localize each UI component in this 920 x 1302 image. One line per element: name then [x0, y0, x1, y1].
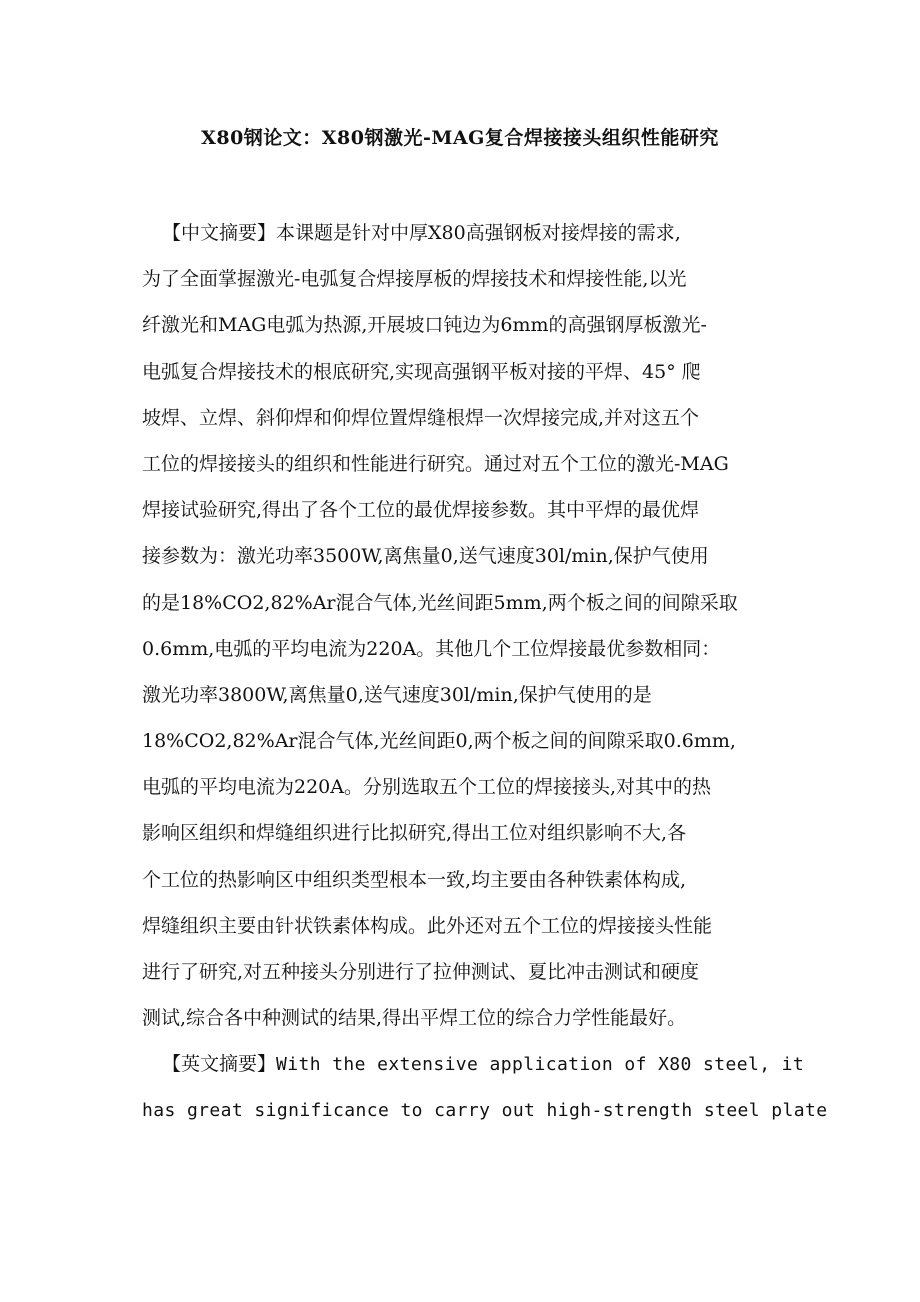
cn-abstract-line: 焊接试验研究,得出了各个工位的最优焊接参数。其中平焊的最优焊	[142, 499, 700, 522]
cn-abstract-line	[142, 210, 842, 256]
cn-abstract-line: 焊缝组织主要由针状铁素体构成。此外还对五个工位的焊接接头性能	[142, 914, 713, 937]
cn-abstract-line: 18%CO2,82%Ar混合气体,光丝间距0,两个板之间的间隙采取0.6mm,	[142, 730, 736, 753]
en-abstract-text: With the extensive application of X80 steel, it	[276, 1054, 805, 1076]
cn-abstract-line: 0.6mm,电弧的平均电流为220A。其他几个工位焊接最优参数相同：	[142, 637, 721, 660]
cn-abstract-line: 接参数为：激光功率3500W,离焦量0,送气速度30l/min,保护气使用	[142, 545, 709, 568]
cn-abstract-line: 电弧复合焊接技术的根底研究,实现高强钢平板对接的平焊、45° 爬	[142, 360, 701, 383]
cn-abstract-line: 坡焊、立焊、斜仰焊和仰焊位置焊缝根焊一次焊接完成,并对这五个	[142, 406, 700, 429]
cn-abstract-text: 本课题是针对中厚X80高强钢板对接焊接的需求,	[276, 222, 681, 244]
cn-abstract-line: 个工位的热影响区中组织类型根本一致,均主要由各种铁素体构成,	[142, 868, 687, 891]
document-title: X80钢论文：X80钢激光-MAG复合焊接接头组织性能研究	[201, 127, 719, 149]
cn-abstract-line: 影响区组织和焊缝组织进行比拟研究,得出工位对组织影响不大,各	[142, 822, 687, 845]
en-abstract-line: has great significance to carry out high-strength steel plate	[142, 1099, 828, 1121]
abstract-body	[142, 210, 842, 1134]
cn-abstract-line: 测试,综合各中种测试的结果,得出平焊工位的综合力学性能最好。	[142, 1007, 687, 1030]
en-abstract-line	[142, 1041, 842, 1087]
cn-abstract-line: 为了全面掌握激光-电弧复合焊接厚板的焊接技术和焊接性能,以光	[142, 268, 687, 291]
cn-abstract-label: 【中文摘要】	[162, 222, 277, 244]
cn-abstract-line: 工位的焊接接头的组织和性能进行研究。通过对五个工位的激光-MAG	[142, 452, 729, 475]
cn-abstract-line: 激光功率3800W,离焦量0,送气速度30l/min,保护气使用的是	[142, 683, 652, 706]
cn-abstract-line: 进行了研究,对五种接头分别进行了拉伸测试、夏比冲击测试和硬度	[142, 961, 700, 983]
en-abstract-label: 【英文摘要】	[162, 1053, 277, 1076]
cn-abstract-line: 纤激光和MAG电弧为热源,开展坡口钝边为6mm的高强钢厚板激光-	[142, 314, 707, 337]
cn-abstract-line: 电弧的平均电流为220A。分别选取五个工位的焊接接头,对其中的热	[142, 776, 712, 799]
cn-abstract-line: 的是18%CO2,82%Ar混合气体,光丝间距5mm,两个板之间的间隙采取	[142, 591, 738, 614]
